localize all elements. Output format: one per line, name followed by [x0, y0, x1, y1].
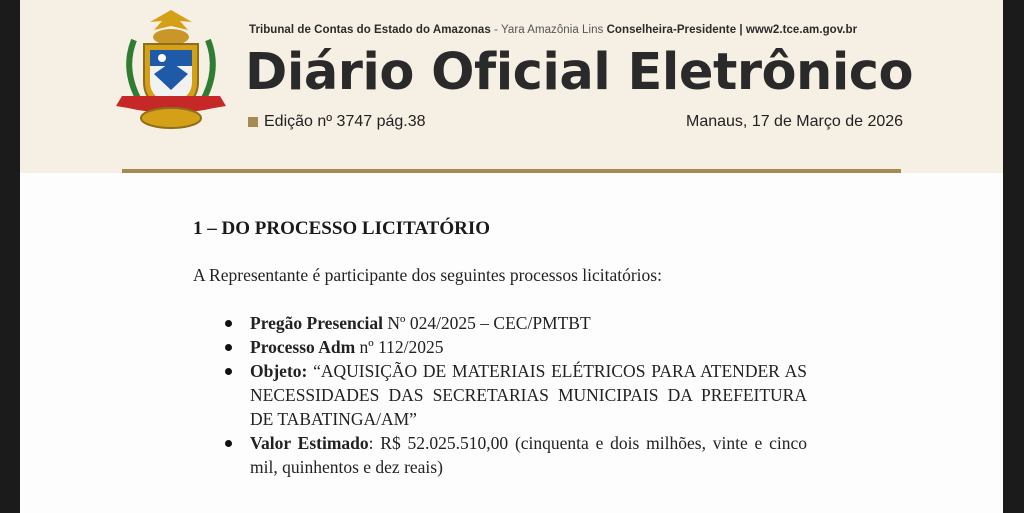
org-name: Tribunal de Contas do Estado do Amazonas	[249, 24, 491, 36]
website-link[interactable]: www2.tce.am.gov.br	[745, 24, 858, 36]
edition-label: Edição nº 3747 pág.38	[264, 113, 426, 130]
list-item	[225, 431, 807, 479]
document-page	[20, 0, 1003, 513]
masthead-title: Diário Oficial Eletrônico	[245, 43, 914, 102]
president-title: Conselheira-Presidente	[606, 24, 737, 36]
journal-header	[20, 0, 1003, 173]
item-text: “AQUISIÇÃO DE MATERIAIS ELÉTRICOS PARA ATENDER AS NECESSIDADES DAS SECRETARIAS MUNICIPAIS DA PREFEITURA DE TABATINGA/AM”	[250, 361, 807, 429]
item-label: Objeto:	[250, 361, 308, 381]
process-list	[225, 311, 807, 479]
list-item	[225, 359, 807, 431]
list-item	[225, 335, 807, 359]
section-title: 1 – DO PROCESSO LICITATÓRIO	[193, 218, 491, 239]
item-label: Pregão Presencial	[250, 313, 383, 333]
masthead-topline: Tribunal de Contas do Estado do Amazonas - Yara Amazônia Lins Conselheira-Presidente | www2.tce.am.gov.br	[249, 24, 858, 36]
section-intro: A Representante é participante dos seguintes processos licitatórios:	[193, 265, 662, 285]
bullet-icon	[225, 368, 232, 375]
president-name: Yara Amazônia Lins	[501, 24, 604, 36]
publication-date: Manaus, 17 de Março de 2026	[686, 113, 904, 130]
header-divider	[122, 169, 901, 173]
item-text: : R$ 52.025.510,00 (cinquenta e dois milhões, vinte e cinco mil, quinhentos e dez reais)	[250, 433, 808, 477]
coat-of-arms-logo	[104, 4, 238, 136]
item-label: Processo Adm	[250, 337, 356, 357]
bullet-icon	[225, 440, 232, 447]
item-text: nº 112/2025	[355, 337, 444, 357]
bullet-icon	[225, 344, 232, 351]
edition-info	[248, 113, 426, 131]
item-text: Nº 024/2025 – CEC/PMTBT	[383, 313, 591, 333]
item-label: Valor Estimado	[250, 433, 369, 453]
list-item	[225, 311, 807, 335]
bullet-icon	[225, 320, 232, 327]
square-bullet-icon	[248, 117, 258, 127]
